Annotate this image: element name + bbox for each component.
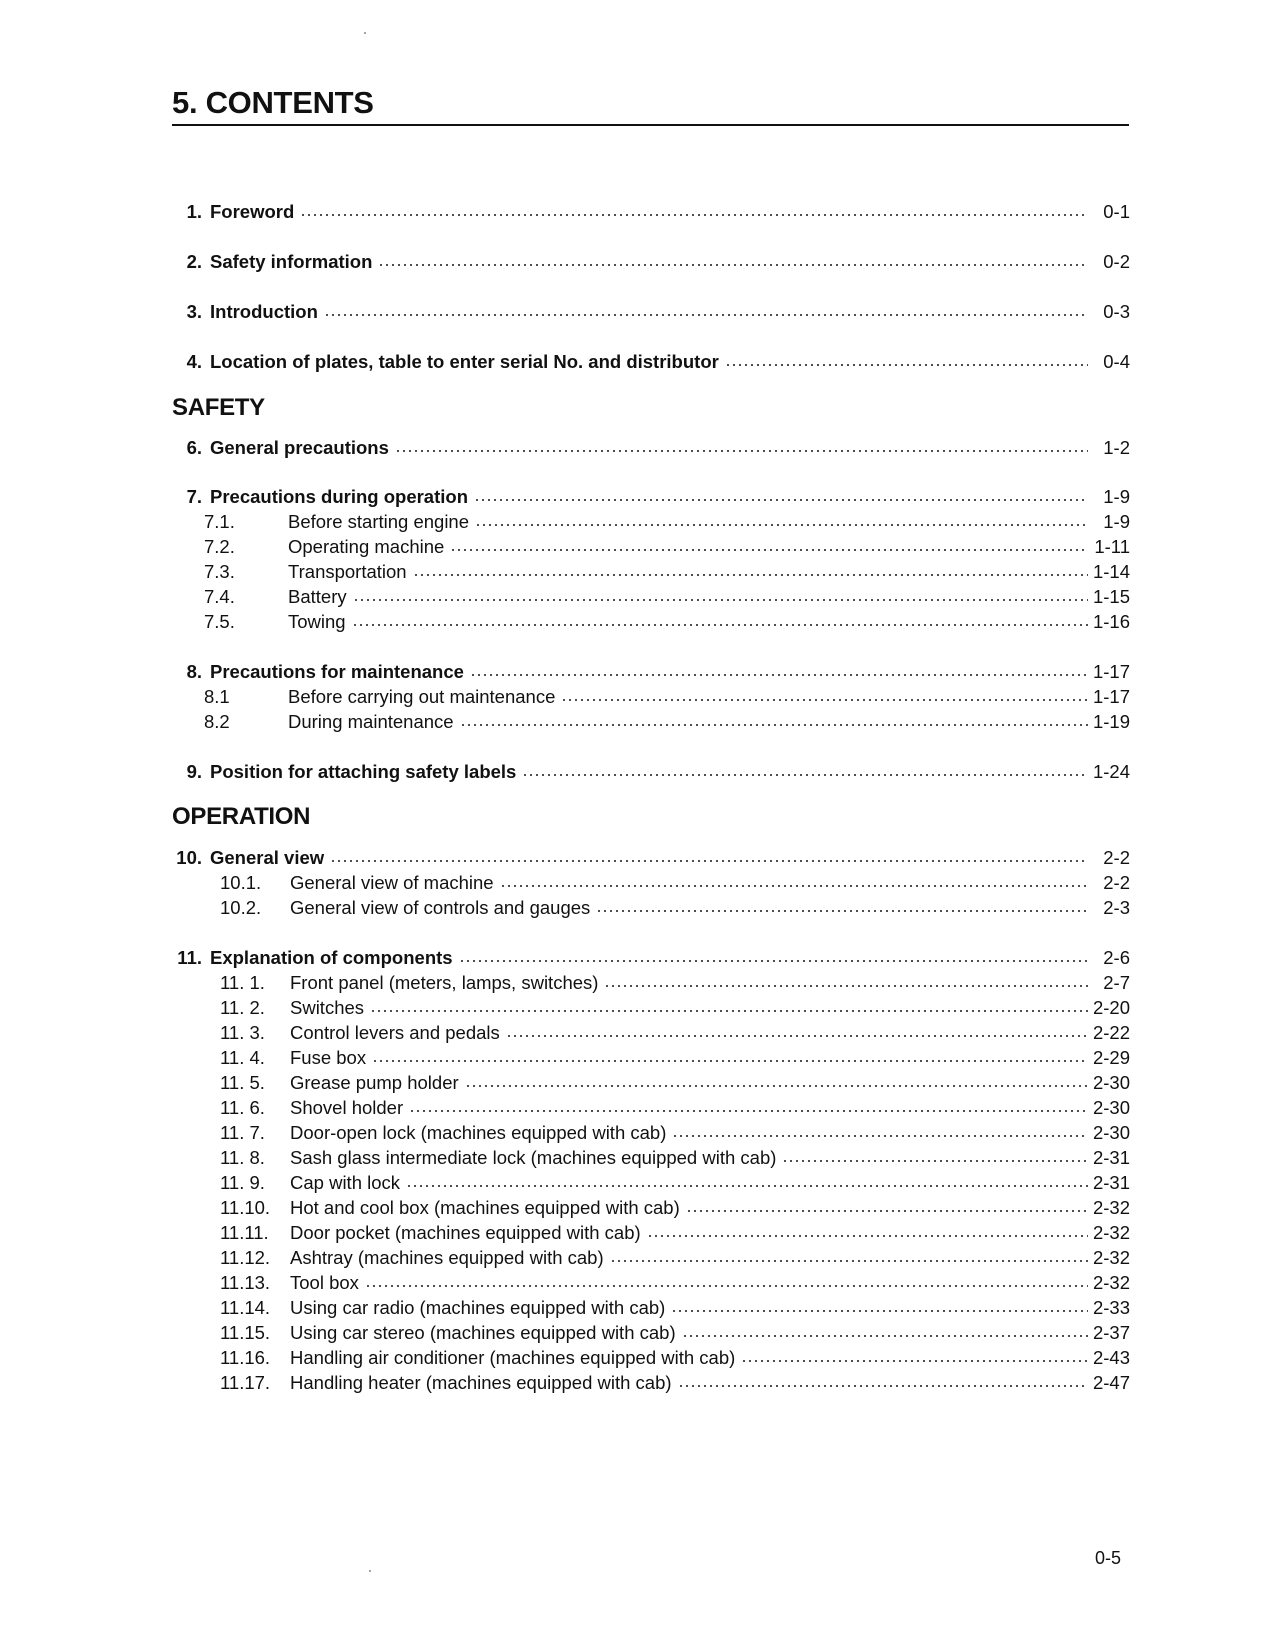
toc-entry-title: During maintenance [288, 711, 454, 732]
toc-entry-page: 2-2 [1103, 847, 1130, 868]
toc-entry-page: 2-33 [1092, 1297, 1130, 1318]
toc-entry-page: 0-4 [1103, 351, 1130, 372]
toc-entry-number: 7.4. [204, 586, 235, 607]
dot-leader [465, 1084, 1088, 1088]
toc-entry-page: 1-2 [1103, 437, 1130, 458]
toc-entry-number: 11. 9. [220, 1172, 265, 1193]
toc-entry-page: 2-32 [1092, 1197, 1130, 1218]
toc-entry-title: Door pocket (machines equipped with cab) [290, 1222, 641, 1243]
toc-subentry [172, 534, 1130, 558]
toc-subentry [172, 895, 1130, 919]
toc-entry-page: 2-20 [1092, 997, 1130, 1018]
toc-entry [172, 659, 1130, 683]
toc-entry-number: 1. [186, 201, 202, 222]
toc-entry-number: 10. [176, 847, 202, 868]
toc-entry-title: Towing [288, 611, 346, 632]
toc-entry-page: 2-22 [1092, 1022, 1130, 1043]
toc-entry-page: 0-3 [1103, 301, 1130, 322]
toc-entry-number: 11.17. [220, 1372, 271, 1393]
toc-subentry [172, 584, 1130, 608]
dot-leader [406, 1184, 1088, 1188]
toc-entry-page: 1-9 [1103, 511, 1130, 532]
toc-entry-title: Precautions during operation [210, 486, 468, 507]
toc-entry-page: 2-30 [1092, 1072, 1130, 1093]
toc-subentry [172, 684, 1130, 708]
toc-subentry [172, 995, 1130, 1019]
toc-entry-number: 8. [186, 661, 202, 682]
dot-leader [450, 548, 1088, 552]
toc-subentry [172, 609, 1130, 633]
dot-leader [782, 1159, 1088, 1163]
toc-subentry [172, 870, 1130, 894]
dot-leader [596, 909, 1088, 913]
toc-entry-title: Foreword [210, 201, 295, 222]
toc-entry-page: 1-19 [1092, 711, 1130, 732]
toc-entry-title: Precautions for maintenance [210, 661, 464, 682]
toc-subentry [172, 1320, 1130, 1344]
toc-entry-page: 2-32 [1092, 1222, 1130, 1243]
toc-entry-title: General view of machine [290, 872, 494, 893]
dot-leader [459, 959, 1088, 963]
toc-entry-title: Hot and cool box (machines equipped with cab) [290, 1197, 680, 1218]
toc-entry-title: Location of plates, table to enter serial No. and distributor [210, 351, 719, 372]
toc-entry [172, 299, 1130, 323]
dot-leader [610, 1259, 1088, 1263]
toc-subentry [172, 1120, 1130, 1144]
toc-entry-title: Before starting engine [288, 511, 470, 532]
toc-entry-number: 7. [186, 486, 202, 507]
toc-entry-page: 1-14 [1092, 561, 1130, 582]
toc-entry-number: 11. 8. [220, 1147, 265, 1168]
toc-entry-title: Switches [290, 997, 365, 1018]
dot-leader [474, 498, 1088, 502]
toc-entry-number: 11.16. [220, 1347, 271, 1368]
toc-entry [172, 945, 1130, 969]
toc-entry-number: 7.5. [204, 611, 235, 632]
toc-entry [172, 845, 1130, 869]
dot-leader [365, 1284, 1088, 1288]
dot-leader [725, 363, 1088, 367]
toc-entry-number: 11.14. [220, 1297, 271, 1318]
toc-entry-page: 2-2 [1103, 872, 1130, 893]
page-title: 5. CONTENTS [172, 82, 1129, 126]
toc-subentry [172, 1145, 1130, 1169]
dot-leader [352, 623, 1088, 627]
toc-entry-title: Operating machine [288, 536, 445, 557]
toc-entry-title: Using car stereo (machines equipped with cab) [290, 1322, 676, 1343]
dot-leader [324, 313, 1088, 317]
toc-entry-number: 11. 4. [220, 1047, 265, 1068]
toc-entry-title: Sash glass intermediate lock (machines equipped with cab) [290, 1147, 777, 1168]
toc-entry [172, 349, 1130, 373]
toc-entry-title: Shovel holder [290, 1097, 404, 1118]
toc-entry-title: Door-open lock (machines equipped with cab) [290, 1122, 667, 1143]
toc-subentry [172, 1345, 1130, 1369]
dot-leader [330, 859, 1088, 863]
toc-subentry [172, 1095, 1130, 1119]
toc-entry-title: Using car radio (machines equipped with cab) [290, 1297, 666, 1318]
toc-entry-page: 2-31 [1092, 1172, 1130, 1193]
toc-entry-number: 3. [186, 301, 202, 322]
toc-entry-page: 1-17 [1092, 661, 1130, 682]
toc-entry [172, 199, 1130, 223]
toc-subentry [172, 970, 1130, 994]
toc-entry-title: Position for attaching safety labels [210, 761, 517, 782]
toc-entry-page: 2-32 [1092, 1272, 1130, 1293]
toc-entry [172, 484, 1130, 508]
toc-entry-page: 0-1 [1103, 201, 1130, 222]
toc-entry-number: 8.1 [204, 686, 230, 707]
dot-leader [506, 1034, 1088, 1038]
toc-entry-title: Introduction [210, 301, 318, 322]
toc-entry-number: 9. [186, 761, 202, 782]
toc-entry-number: 11. 2. [220, 997, 265, 1018]
dot-leader [604, 984, 1088, 988]
dot-leader [300, 213, 1088, 217]
scan-speck [364, 32, 366, 34]
toc-entry-number: 11. 5. [220, 1072, 265, 1093]
toc-entry-number: 2. [186, 251, 202, 272]
toc-entry-number: 11. 3. [220, 1022, 265, 1043]
toc-entry-page: 2-37 [1092, 1322, 1130, 1343]
toc-entry-title: Safety information [210, 251, 373, 272]
toc-entry-number: 4. [186, 351, 202, 372]
dot-leader [500, 884, 1088, 888]
toc-entry-page: 2-31 [1092, 1147, 1130, 1168]
toc-entry [172, 759, 1130, 783]
dot-leader [370, 1009, 1088, 1013]
toc-entry-title: General view of controls and gauges [290, 897, 591, 918]
dot-leader [413, 573, 1088, 577]
toc-entry-page: 2-3 [1103, 897, 1130, 918]
toc-entry-title: Grease pump holder [290, 1072, 459, 1093]
toc-subentry [172, 1370, 1130, 1394]
page-number: 0-5 [1095, 1548, 1122, 1568]
section-heading-safety: SAFETY [172, 394, 265, 421]
toc-entry-page: 2-47 [1092, 1372, 1130, 1393]
dot-leader [671, 1309, 1088, 1313]
toc-entry-title: General view [210, 847, 325, 868]
dot-leader [678, 1384, 1088, 1388]
toc-entry-page: 2-6 [1103, 947, 1130, 968]
toc-entry-page: 1-11 [1094, 536, 1130, 557]
toc-entry-title: General precautions [210, 437, 389, 458]
toc-entry-title: Handling air conditioner (machines equipped with cab) [290, 1347, 736, 1368]
toc-entry-number: 11.15. [220, 1322, 271, 1343]
toc-entry-number: 7.1. [204, 511, 235, 532]
toc-entry [172, 435, 1130, 459]
toc-subentry [172, 1170, 1130, 1194]
toc-entry-title: Cap with lock [290, 1172, 401, 1193]
toc-entry-number: 7.3. [204, 561, 235, 582]
toc-entry-title: Control levers and pedals [290, 1022, 500, 1043]
section-heading-operation: OPERATION [172, 803, 311, 830]
dot-leader [741, 1359, 1088, 1363]
toc-entry-page: 2-7 [1103, 972, 1130, 993]
toc-entry-number: 8.2 [204, 711, 230, 732]
dot-leader [647, 1234, 1088, 1238]
toc-entry-page: 2-43 [1092, 1347, 1130, 1368]
toc-entry-number: 11. [177, 947, 202, 968]
toc-subentry [172, 559, 1130, 583]
toc-subentry [172, 1295, 1130, 1319]
toc-entry-title: Fuse box [290, 1047, 367, 1068]
toc-entry-number: 11. 1. [220, 972, 265, 993]
toc-entry-page: 1-15 [1092, 586, 1130, 607]
toc-subentry [172, 709, 1130, 733]
toc-subentry [172, 1245, 1130, 1269]
toc-entry-number: 11.10. [220, 1197, 271, 1218]
toc-entry-title: Battery [288, 586, 347, 607]
dot-leader [522, 773, 1088, 777]
dot-leader [378, 263, 1088, 267]
dot-leader [409, 1109, 1088, 1113]
toc-entry-title: Transportation [288, 561, 407, 582]
toc-entry-page: 1-9 [1103, 486, 1130, 507]
toc-entry-page: 2-29 [1092, 1047, 1130, 1068]
toc-subentry [172, 1070, 1130, 1094]
toc-entry-page: 2-30 [1092, 1097, 1130, 1118]
dot-leader [561, 698, 1088, 702]
toc-subentry [172, 1220, 1130, 1244]
dot-leader [682, 1334, 1088, 1338]
toc-subentry [172, 1045, 1130, 1069]
dot-leader [475, 523, 1088, 527]
dot-leader [672, 1134, 1088, 1138]
toc-entry-title: Explanation of components [210, 947, 453, 968]
toc-entry-page: 2-30 [1092, 1122, 1130, 1143]
toc-entry [172, 249, 1130, 273]
dot-leader [470, 673, 1088, 677]
toc-entry-page: 1-17 [1092, 686, 1130, 707]
toc-entry-number: 11.13. [220, 1272, 271, 1293]
toc-entry-title: Before carrying out maintenance [288, 686, 556, 707]
toc-entry-title: Tool box [290, 1272, 359, 1293]
toc-subentry [172, 1270, 1130, 1294]
toc-subentry [172, 1020, 1130, 1044]
toc-entry-page: 1-16 [1092, 611, 1130, 632]
toc-entry-number: 11.11. [220, 1222, 269, 1243]
dot-leader [686, 1209, 1088, 1213]
toc-entry-page: 1-24 [1092, 761, 1130, 782]
toc-entry-title: Handling heater (machines equipped with cab) [290, 1372, 672, 1393]
toc-entry-number: 11.12. [220, 1247, 271, 1268]
toc-entry-number: 7.2. [204, 536, 235, 557]
toc-subentry [172, 1195, 1130, 1219]
toc-entry-number: 10.1. [220, 872, 262, 893]
toc-entry-title: Ashtray (machines equipped with cab) [290, 1247, 604, 1268]
dot-leader [395, 449, 1088, 453]
toc-entry-number: 6. [186, 437, 202, 458]
scan-speck [369, 1570, 371, 1572]
toc-entry-page: 0-2 [1103, 251, 1130, 272]
toc-entry-page: 2-32 [1092, 1247, 1130, 1268]
toc-entry-title: Front panel (meters, lamps, switches) [290, 972, 599, 993]
toc-subentry [172, 509, 1130, 533]
dot-leader [353, 598, 1088, 602]
dot-leader [372, 1059, 1088, 1063]
toc-entry-number: 11. 6. [220, 1097, 265, 1118]
toc-entry-number: 11. 7. [220, 1122, 265, 1143]
dot-leader [460, 723, 1088, 727]
toc-entry-number: 10.2. [220, 897, 262, 918]
